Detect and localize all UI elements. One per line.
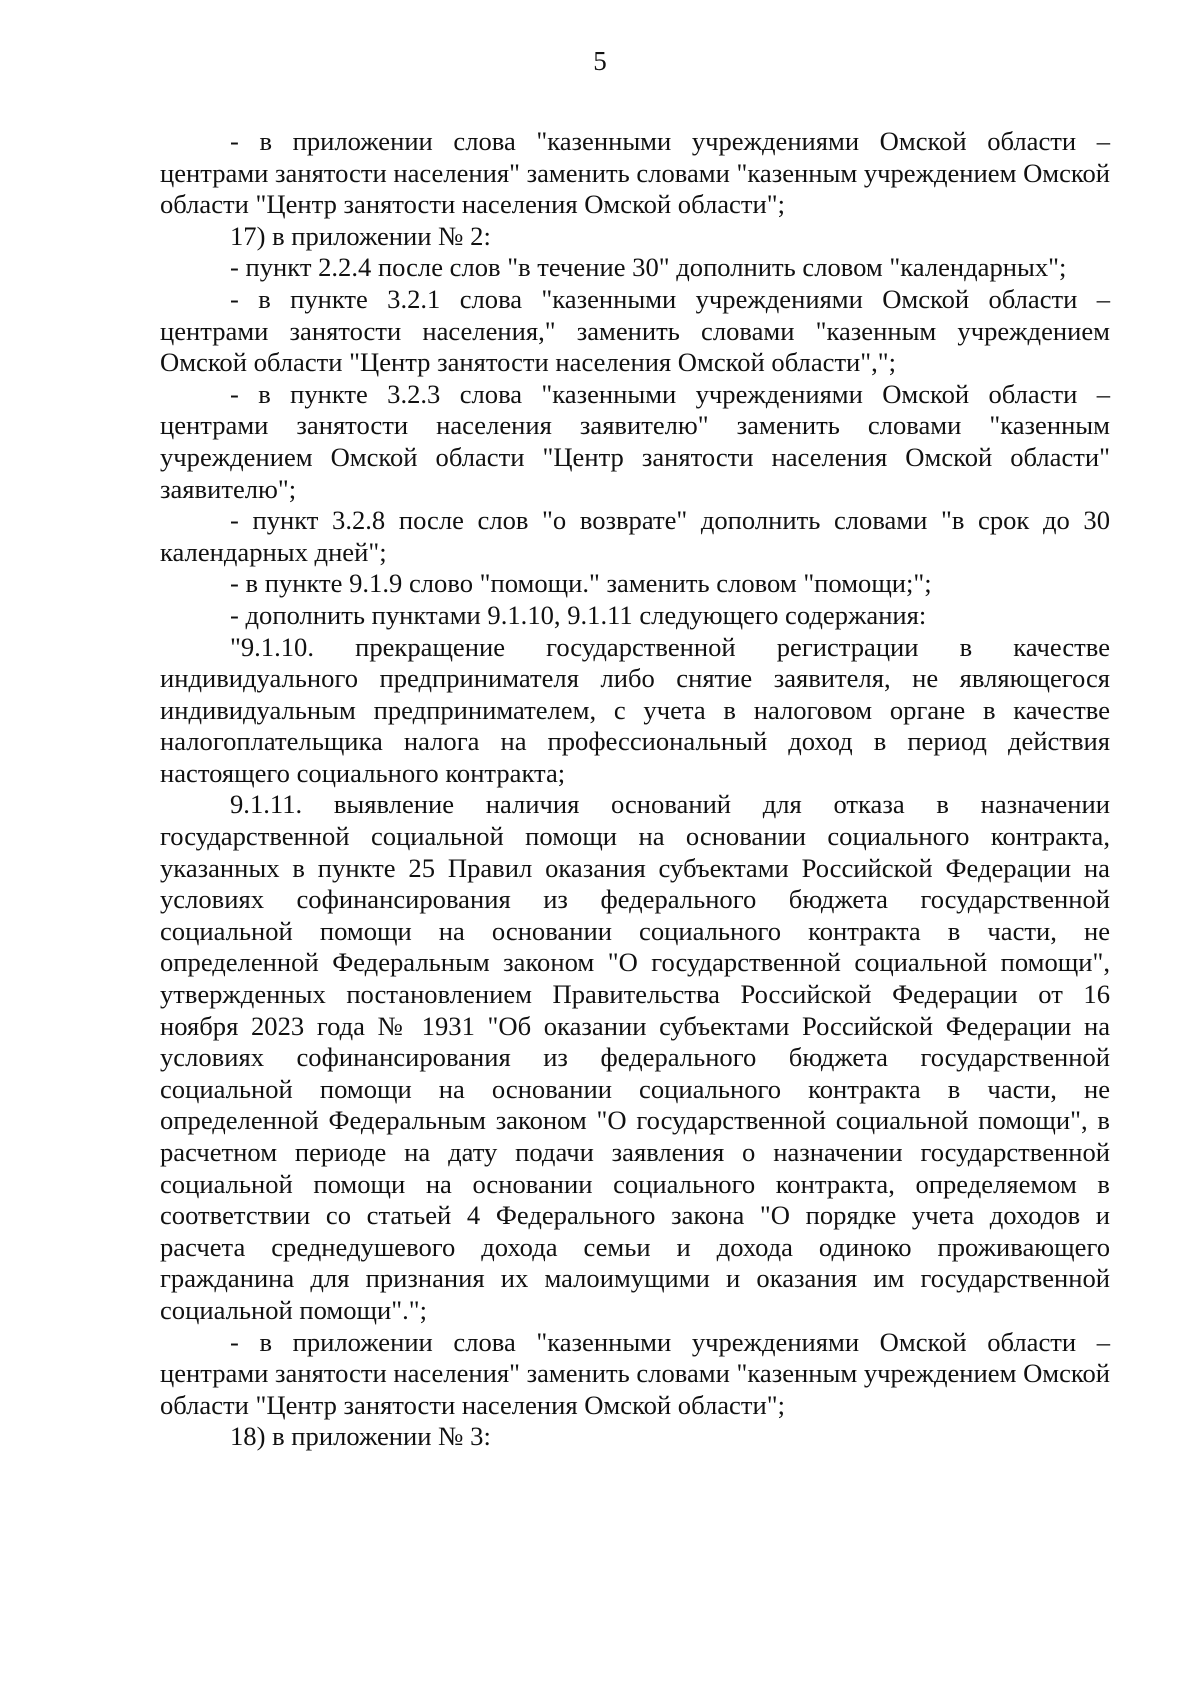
paragraph-annex-replacement-17: - в приложении слова "казенными учреждениями Омской области – центрами занятости населения" заменить словами "казенным учреждением Омской области "Центр занятости населения Омской области"; xyxy=(160,1326,1110,1420)
paragraph-point-9-1-11: 9.1.11. выявление наличия оснований для отказа в назначении государственной социальной помощи на основании социального контракта, указанных в пункте 25 Правил оказания субъектами Российской Федерации на условиях софинансирования из федерального бюджета государственной социальной помощи на основании социального контракта в части, не определенной Федеральным законом "О государственной социальной помощи", утвержденных постановлением Правительства Российской Федерации от 16 ноября 2023 года № 1931 "Об оказании субъектами Российской Федерации на условиях софинансирования из федерального бюджета государственной социальной помощи на основании социального контракта в части, не определенной Федеральным законом "О государственной социальной помощи", в расчетном периоде на дату подачи заявления о назначении государственной социальной помощи на основании социального контракта, определяемом в соответствии со статьей 4 Федерального закона "О порядке учета доходов и расчета среднедушевого дохода семьи и дохода одиноко проживающего гражданина для признания их малоимущими и оказания им государственной социальной помощи"."; xyxy=(160,789,1110,1325)
paragraph-point-3-2-1: - в пункте 3.2.1 слова "казенными учреждениями Омской области – центрами занятости населения," заменить словами "казенным учреждением Омской области "Центр занятости населения Омской области","; xyxy=(160,283,1110,378)
paragraph-point-3-2-3: - в пункте 3.2.3 слова "казенными учреждениями Омской области – центрами занятости населения заявителю" заменить словами "казенным учреждением Омской области "Центр занятости населения Омской области" заявителю"; xyxy=(160,378,1110,504)
page-number: 5 xyxy=(593,46,607,76)
paragraph-point-3-2-8: - пункт 3.2.8 после слов "о возврате" дополнить словами "в срок до 30 календарных дней"; xyxy=(160,505,1110,567)
document-body xyxy=(160,126,1110,1453)
paragraph-item-18-heading: 18) в приложении № 3: xyxy=(230,1421,491,1452)
paragraph-item-17-heading: 17) в приложении № 2: xyxy=(230,220,491,251)
paragraph-point-9-1-10: "9.1.10. прекращение государственной регистрации в качестве индивидуального предпринимателя либо снятие заявителя, не являющегося индивидуальным предпринимателем, с учета в налоговом органе в качестве налогоплательщика налога на профессиональный доход в период действия настоящего социального контракта; xyxy=(160,631,1110,788)
paragraph-add-points-intro: - дополнить пунктами 9.1.10, 9.1.11 следующего содержания: xyxy=(230,599,927,630)
paragraph-point-9-1-9: - в пункте 9.1.9 слово "помощи." заменить словом "помощи;"; xyxy=(230,568,932,599)
paragraph-annex-replacement-16: - в приложении слова "казенными учреждениями Омской области – центрами занятости населения" заменить словами "казенным учреждением Омской области "Центр занятости населения Омской области"; xyxy=(160,126,1110,220)
paragraph-point-2-2-4: - пункт 2.2.4 после слов "в течение 30" дополнить словом "календарных"; xyxy=(230,252,1067,283)
